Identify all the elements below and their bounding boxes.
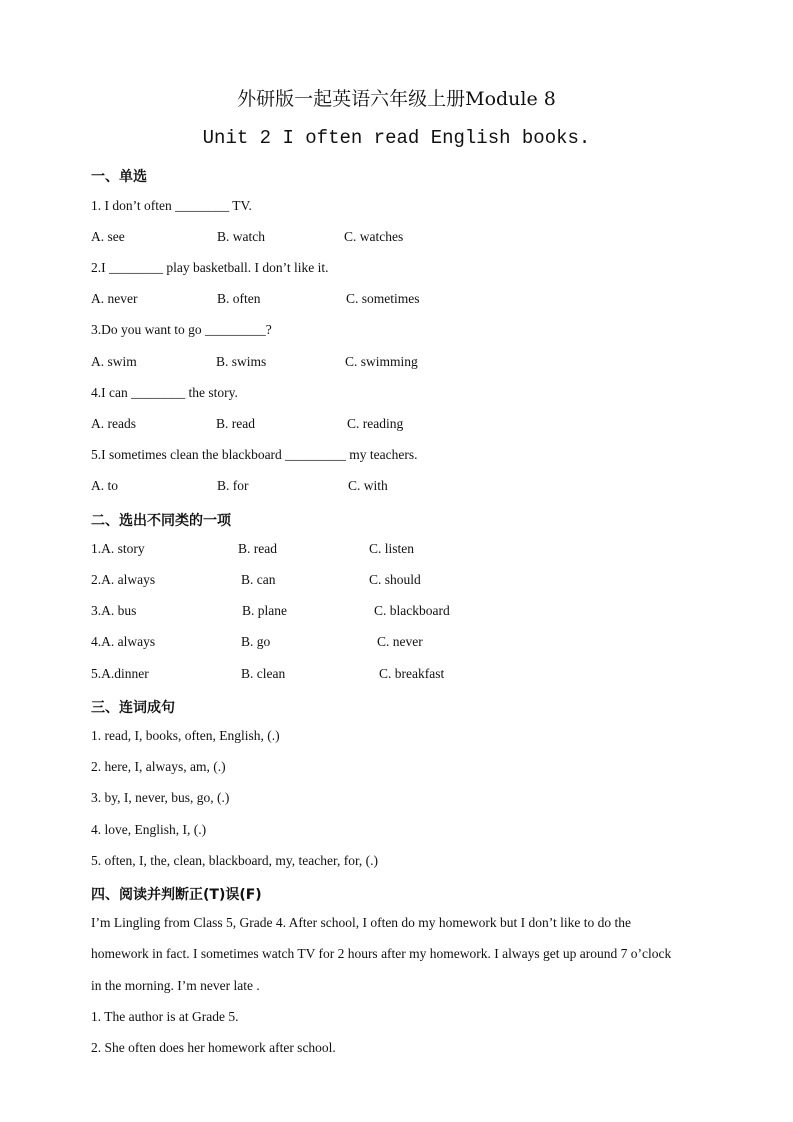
passage-line: homework in fact. I sometimes watch TV for 2 hours after my homework. I always get up around 7 o’clock: [91, 946, 672, 961]
option: C. watches: [344, 229, 404, 244]
option: B. often: [217, 291, 261, 306]
statement-item: 2. She often does her homework after school.: [91, 1040, 336, 1055]
sentence-item: 4. love, English, I, (.): [91, 822, 207, 837]
row-option: B. go: [241, 634, 271, 649]
option: A. reads: [91, 416, 136, 431]
option: A. swim: [91, 354, 137, 369]
passage-line: I’m Lingling from Class 5, Grade 4. After school, I often do my homework but I don’t like to do the: [91, 915, 632, 930]
sentence-item: 1. read, I, books, often, English, (.): [91, 728, 280, 743]
sentence-item: 3. by, I, never, bus, go, (.): [91, 790, 230, 805]
option: C. sometimes: [346, 291, 420, 306]
row-option: C. blackboard: [374, 603, 450, 618]
option: B. swims: [216, 354, 267, 369]
worksheet-subtitle: Unit 2 I often read English books.: [202, 127, 591, 149]
option: B. for: [217, 478, 249, 493]
option: C. reading: [347, 416, 404, 431]
section4-heading: 四、阅读并判断正(T)误(F): [91, 887, 262, 903]
worksheet-title: 外研版一起英语六年级上册Module 8: [237, 88, 556, 110]
option: C. with: [348, 478, 388, 493]
row-option: B. clean: [241, 666, 286, 681]
section3-heading: 三、连词成句: [91, 700, 175, 716]
row-option: B. can: [241, 572, 276, 587]
passage-line: in the morning. I’m never late .: [91, 978, 260, 993]
row-option: B. read: [238, 541, 277, 556]
row-option: 2.A. always: [91, 572, 156, 587]
option: A. to: [91, 478, 118, 493]
row-option: C. breakfast: [379, 666, 445, 681]
row-option: 3.A. bus: [91, 603, 137, 618]
option: B. watch: [217, 229, 265, 244]
option: B. read: [216, 416, 255, 431]
question-text: 2.I ________ play basketball. I don’t like it.: [91, 260, 329, 275]
option: A. see: [91, 229, 125, 244]
question-text: 3.Do you want to go _________?: [91, 322, 272, 337]
statement-item: 1. The author is at Grade 5.: [91, 1009, 239, 1024]
row-option: C. never: [377, 634, 423, 649]
question-text: 5.I sometimes clean the blackboard _________ my teachers.: [91, 447, 418, 462]
question-text: 1. I don’t often ________ TV.: [91, 198, 252, 213]
option: C. swimming: [345, 354, 418, 369]
row-option: 1.A. story: [91, 541, 145, 556]
row-option: 4.A. always: [91, 634, 156, 649]
row-option: B. plane: [242, 603, 287, 618]
option: A. never: [91, 291, 138, 306]
section1-heading: 一、单选: [91, 169, 147, 185]
row-option: 5.A.dinner: [91, 666, 149, 681]
section2-heading: 二、选出不同类的一项: [91, 513, 231, 529]
sentence-item: 2. here, I, always, am, (.): [91, 759, 226, 774]
question-text: 4.I can ________ the story.: [91, 385, 238, 400]
row-option: C. should: [369, 572, 421, 587]
row-option: C. listen: [369, 541, 415, 556]
sentence-item: 5. often, I, the, clean, blackboard, my, teacher, for, (.): [91, 853, 379, 868]
